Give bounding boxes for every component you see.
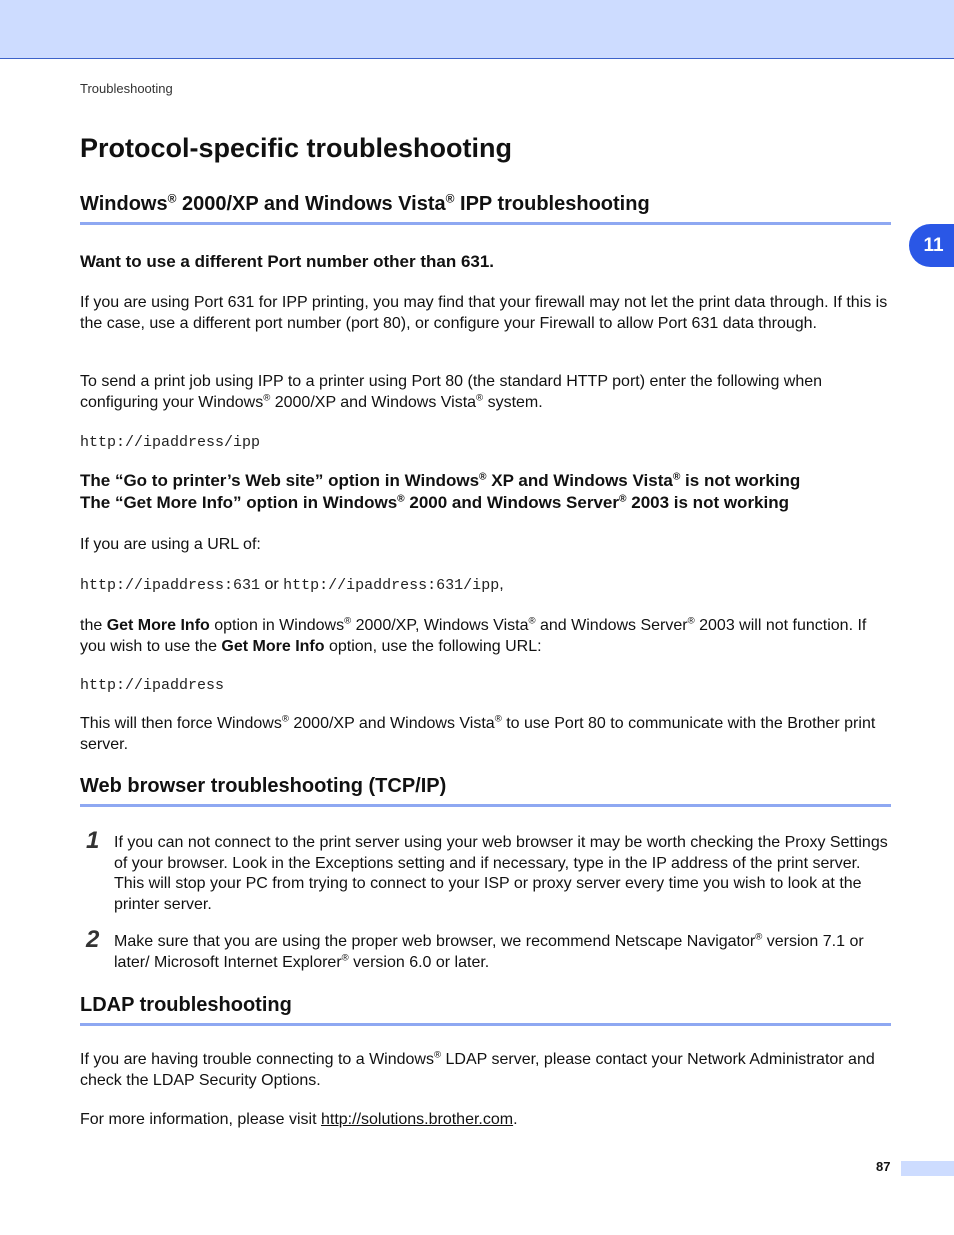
paragraph-more-info: For more information, please visit http://solutions.brother.com. <box>80 1111 518 1128</box>
chapter-tab[interactable]: 11 <box>909 224 954 267</box>
step-text: Make sure that you are using the proper web browser, we recommend Netscape Navigator® version 7.1 or later/ Microsoft Internet Explorer® version 6.0 or later. <box>114 931 864 971</box>
solutions-link[interactable]: http://solutions.brother.com <box>320 1111 514 1128</box>
section-heading-web-browser: Web browser troubleshooting (TCP/IP) <box>80 775 891 807</box>
paragraph-url-options: http://ipaddress:631 or http://ipaddress:631/ipp, <box>80 576 504 594</box>
subheading-web-site-option: The “Go to printer’s Web site” option in Windows® XP and Windows Vista® is not working The “Get More Info” option in Windows® 2000 and Windows Server® 2003 is not working <box>80 471 801 512</box>
page-title: Protocol-specific troubleshooting <box>80 133 513 163</box>
paragraph-url-of: If you are using a URL of: <box>80 536 261 553</box>
step-1 <box>80 827 891 915</box>
section-heading-ldap: LDAP troubleshooting <box>80 994 891 1026</box>
step-2 <box>80 926 891 973</box>
step-text: If you can not connect to the print server using your web browser it may be worth checking the Proxy Settings of your browser. Look in the Exceptions setting and if necessary, type in the IP address of the print server. This will stop your PC from trying to connect to your ISP or proxy server every time you wish to look at the printer server. <box>114 834 888 913</box>
code-url-ipp: http://ipaddress/ipp <box>80 434 261 451</box>
footer-band <box>901 1161 954 1176</box>
step-number: 2 <box>86 926 100 953</box>
page-number: 87 <box>876 1159 891 1174</box>
header-band <box>0 0 954 59</box>
subheading-port-number: Want to use a different Port number other than 631. <box>80 252 495 271</box>
paragraph-ldap-trouble: If you are having trouble connecting to a Windows® LDAP server, please contact your Network Administrator and check the LDAP Security Options. <box>80 1049 875 1089</box>
paragraph-port-80: To send a print job using IPP to a printer using Port 80 (the standard HTTP port) enter the following when configuring your Windows® 2000/XP and Windows Vista® system. <box>80 373 823 411</box>
breadcrumb: Troubleshooting <box>80 81 173 96</box>
paragraph-force-port-80: This will then force Windows® 2000/XP and Windows Vista® to use Port 80 to communicate with the Brother print server. <box>80 713 876 753</box>
paragraph-port-631: If you are using Port 631 for IPP printing, you may find that your firewall may not let the print data through. If this is the case, use a different port number (port 80), or configure your Firewall to allow Port 631 data through. <box>80 294 888 332</box>
section-heading-ipp: Windows® 2000/XP and Windows Vista® IPP troubleshooting <box>80 193 891 225</box>
paragraph-get-more-info: the Get More Info option in Windows® 2000/XP, Windows Vista® and Windows Server® 2003 will not function. If you wish to use the Get More Info option, use the following URL: <box>80 615 867 655</box>
code-url-ipaddress: http://ipaddress <box>80 677 225 694</box>
code-url-631-ipp: http://ipaddress:631/ipp <box>283 577 500 594</box>
code-url-631: http://ipaddress:631 <box>80 577 261 594</box>
step-number: 1 <box>86 827 100 854</box>
